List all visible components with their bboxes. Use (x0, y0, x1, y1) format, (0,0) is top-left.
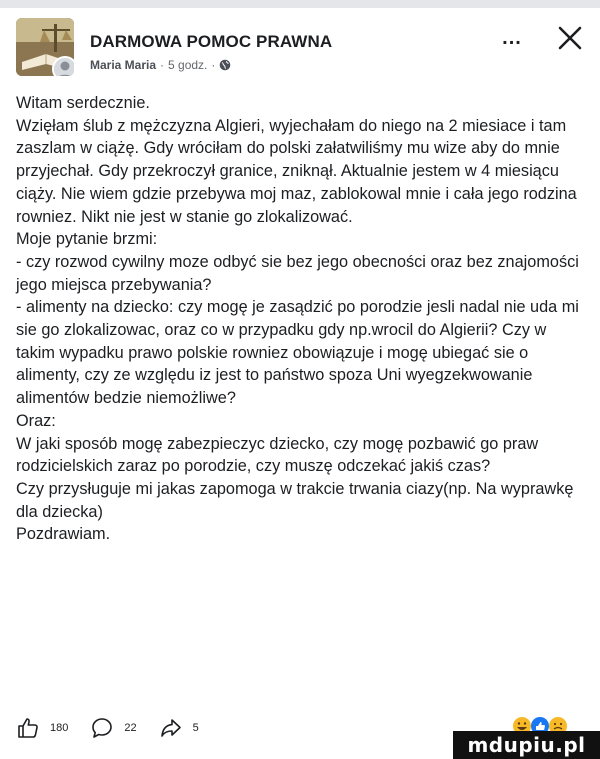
share-arrow-icon (159, 716, 183, 740)
post-text: Witam serdecznie. Wzięłam ślub z mężczyzna Algieri, wyjechałam do niego na 2 miesiace i tam zaszlam w ciążę. Gdy wróciłam do polski załatwiliśmy mu wize aby do mnie przyjechał. Gdy przekroczył granice, zniknął. Aktualnie jestem w 4 miesiącu ciąży. Nie wiem gdzie przebywa moj maz, zablokowal mnie i cała jego rodzina rowniez. Nikt nie jest w stanie go zlokalizować. Moje pytanie brzmi: - czy rozwod cywilny moze odbyć sie bez jego obecności oraz bez znajomości jego miejsca przebywania? - alimenty na dziecko: czy mogę je zasądzić po porodzie jesli nadal nie uda mi sie go zlokalizowac, oraz co w przypadku gdy np.wrocil do Algierii? Czy w takim wypadku prawo polskie rowniez obowiązuje i mogę ubiegać sie o alimenty, czy ze względu iz jest to państwo spoza Uni wyegzekwowanie alimentów bedzie niemożliwe? Oraz: W jaki sposób mogę zabezpieczyc dziecko, czy mogę pozbawić go praw rodzicielskich zaraz po porodzie, czy muszę odczekać jakiś czas? Czy przysługuje mi jakas zapomoga w trakcie trwania ciazy(np. Na wyprawkę dla dziecka) Pozdrawiam. (16, 94, 579, 544)
share-button[interactable] (159, 716, 199, 740)
watermark-logo: mdupiu.pl (453, 731, 600, 759)
share-count: 5 (192, 722, 199, 734)
user-avatar[interactable] (52, 56, 74, 76)
post-header (16, 18, 584, 86)
more-options-button[interactable]: ... (502, 27, 522, 49)
thumbs-up-icon (16, 716, 40, 740)
like-count: 180 (50, 722, 69, 734)
author-name[interactable]: Maria Maria (90, 58, 157, 72)
group-name[interactable]: DARMOWA POMOC PRAWNA (90, 32, 333, 51)
close-icon (554, 22, 586, 54)
meta-separator-2: · (211, 58, 216, 72)
comment-bubble-icon (90, 716, 114, 740)
meta-separator: · (160, 58, 165, 72)
group-avatar[interactable] (16, 18, 74, 76)
close-button[interactable] (554, 22, 586, 54)
globe-icon (219, 59, 231, 71)
top-divider (0, 0, 600, 8)
user-silhouette-icon (54, 58, 74, 76)
post-meta (90, 58, 231, 72)
action-bar (16, 714, 221, 742)
comment-button[interactable] (90, 716, 136, 740)
like-button[interactable] (16, 716, 68, 740)
post-time[interactable]: 5 godz. (168, 58, 208, 72)
comment-count: 22 (124, 722, 137, 734)
